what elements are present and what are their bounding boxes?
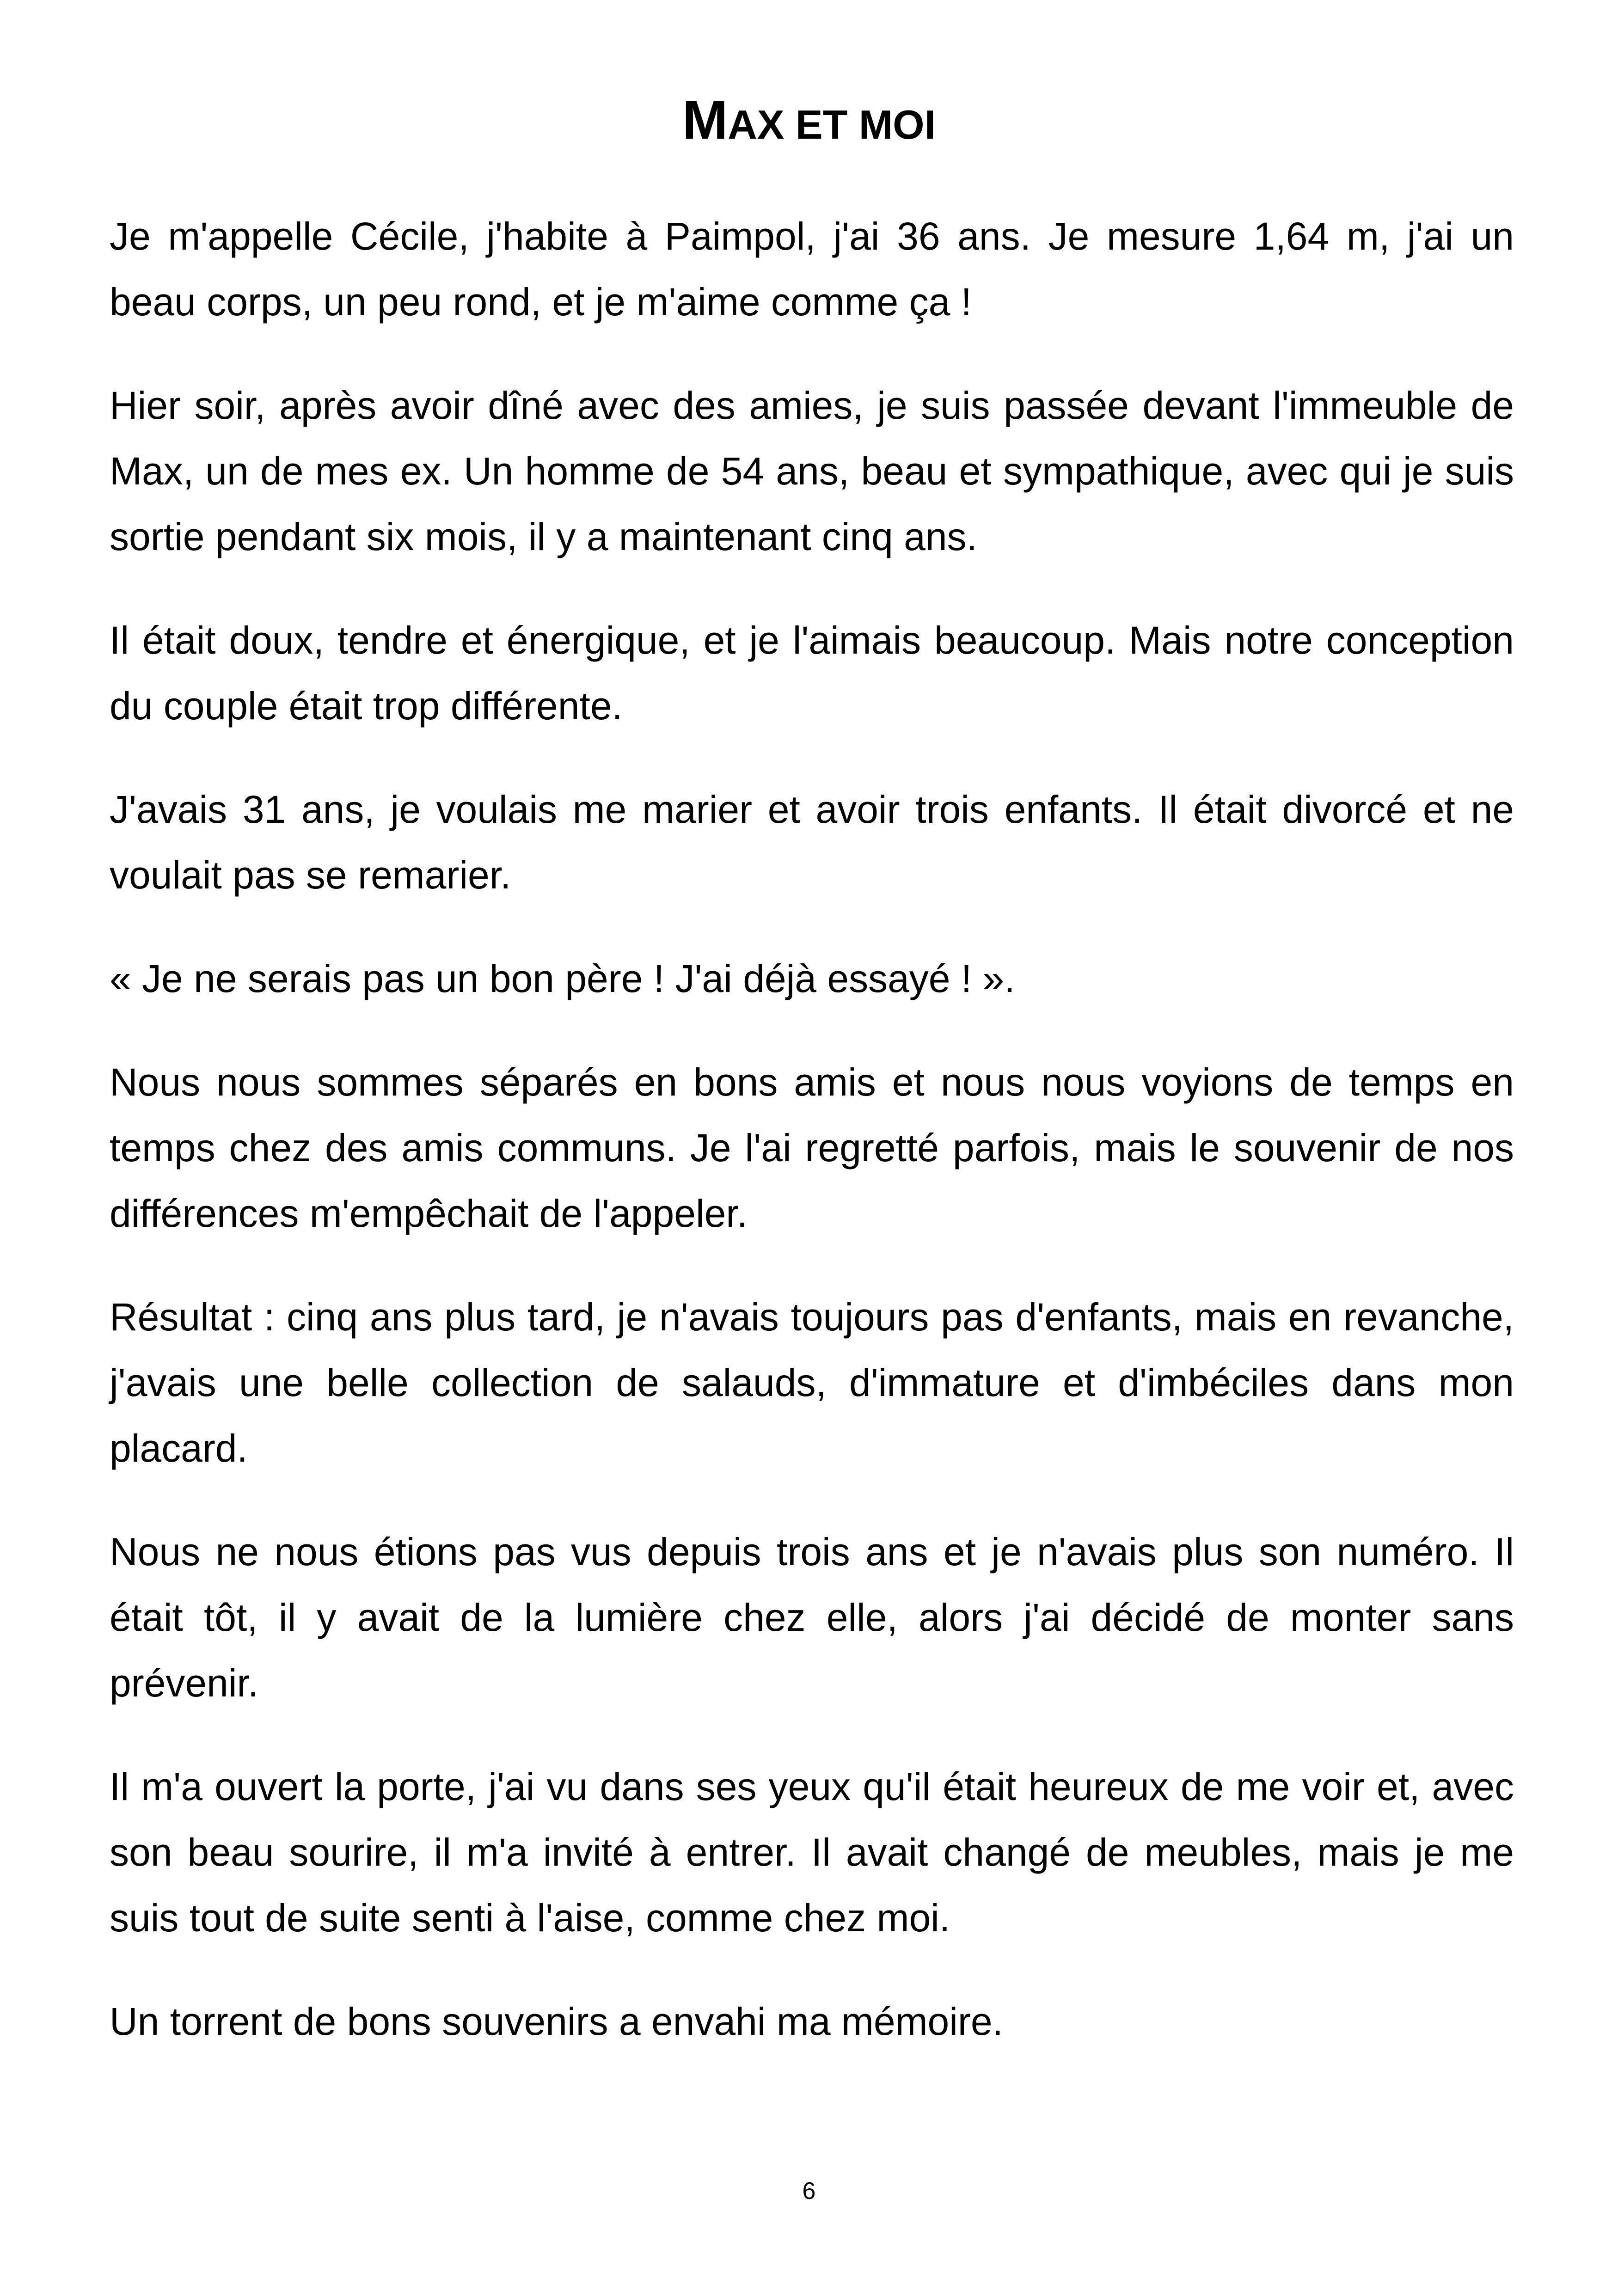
paragraph-9: Il m'a ouvert la porte, j'ai vu dans ses yeux qu'il était heureux de me voir et, avec son beau sourire, il m'a invité à entrer. Il avait changé de meubles, mais je me suis tout de suite senti à l'aise, comme chez moi. [110, 1765, 1514, 1940]
paragraph-8: Nous ne nous étions pas vus depuis trois ans et je n'avais plus son numéro. Il était tôt, il y avait de la lumière chez elle, alors j'ai décidé de monter sans prévenir. [110, 1530, 1514, 1705]
paragraph-5: « Je ne serais pas un bon père ! J'ai déjà essayé ! ». [110, 957, 1015, 1000]
page-number: 6 [802, 2178, 816, 2204]
paragraph-3: Il était doux, tendre et énergique, et je l'aimais beaucoup. Mais notre conception du couple était trop différente. [110, 618, 1514, 728]
paragraph-6: Nous nous sommes séparés en bons amis et nous nous voyions de temps en temps chez des amis communs. Je l'ai regretté parfois, mais le souvenir de nos différences m'empêchait de l'appeler. [110, 1060, 1514, 1235]
paragraph-4: J'avais 31 ans, je voulais me marier et avoir trois enfants. Il était divorcé et ne voulait pas se remarier. [110, 788, 1514, 897]
paragraph-7: Résultat : cinq ans plus tard, je n'avais toujours pas d'enfants, mais en revanche, j'avais une belle collection de salauds, d'immature et d'imbéciles dans mon placard. [110, 1295, 1514, 1470]
title-initial: M [682, 90, 728, 151]
page-title [0, 90, 1618, 155]
title-rest: AX ET MOI [728, 102, 936, 147]
paragraph-10: Un torrent de bons souvenirs a envahi ma mémoire. [110, 2000, 1003, 2043]
paragraph-1: Je m'appelle Cécile, j'habite à Paimpol, j'ai 36 ans. Je mesure 1,64 m, j'ai un beau corps, un peu rond, et je m'aime comme ça ! [110, 214, 1514, 324]
body-text [110, 203, 1514, 2092]
paragraph-2: Hier soir, après avoir dîné avec des amies, je suis passée devant l'immeuble de Max, un de mes ex. Un homme de 54 ans, beau et sympathique, avec qui je suis sortie pendant six mois, il y a maintenant cinq ans. [110, 384, 1514, 558]
